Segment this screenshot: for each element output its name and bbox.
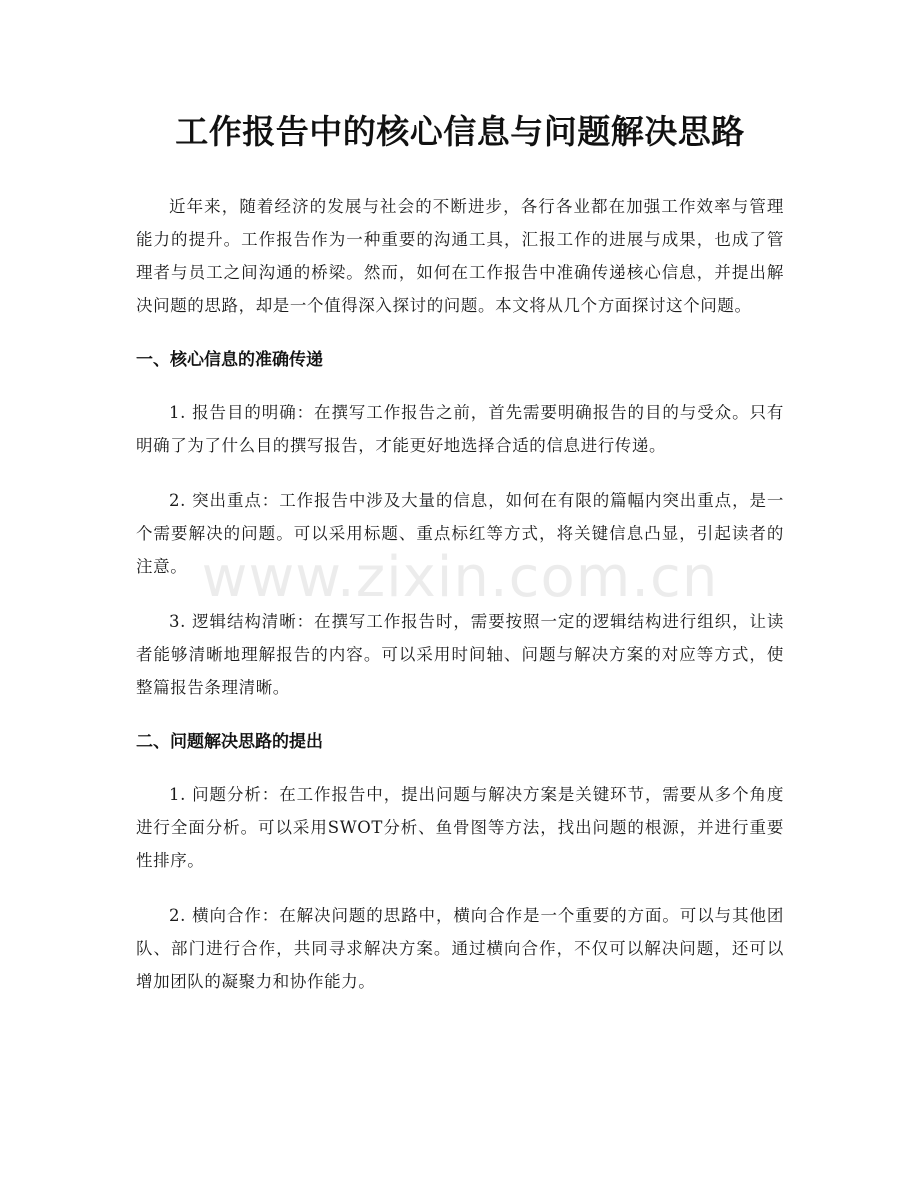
watermark-text: www.zixin.com.cn bbox=[201, 545, 719, 610]
section2-item-1: 1. 问题分析：在工作报告中，提出问题与解决方案是关键环节，需要从多个角度进行全面分析。可以采用SWOT分析、鱼骨图等方法，找出问题的根源，并进行重要性排序。 bbox=[136, 785, 784, 870]
section-heading-core-info: 一、核心信息的准确传递 bbox=[136, 350, 323, 370]
section1-item-3: 3. 逻辑结构清晰：在撰写工作报告时，需要按照一定的逻辑结构进行组织，让读者能够清晰地理解报告的内容。可以采用时间轴、问题与解决方案的对应等方式，使整篇报告条理清晰。 bbox=[136, 612, 784, 697]
section-heading-problem-solving: 二、问题解决思路的提出 bbox=[136, 732, 323, 752]
intro-paragraph: 近年来，随着经济的发展与社会的不断进步，各行各业都在加强工作效率与管理能力的提升。工作报告作为一种重要的沟通工具，汇报工作的进展与成果，也成了管理者与员工之间沟通的桥梁。然而，如何在工作报告中准确传递核心信息，并提出解决问题的思路，却是一个值得深入探讨的问题。本文将从几个方面探讨这个问题。 bbox=[136, 197, 784, 315]
section1-item-2: 2. 突出重点：工作报告中涉及大量的信息，如何在有限的篇幅内突出重点，是一个需要解决的问题。可以采用标题、重点标红等方式，将关键信息凸显，引起读者的注意。 bbox=[136, 491, 784, 576]
section1-item-1: 1. 报告目的明确：在撰写工作报告之前，首先需要明确报告的目的与受众。只有明确了为了什么目的撰写报告，才能更好地选择合适的信息进行传递。 bbox=[136, 403, 784, 455]
section2-item-2: 2. 横向合作：在解决问题的思路中，横向合作是一个重要的方面。可以与其他团队、部门进行合作，共同寻求解决方案。通过横向合作，不仅可以解决问题，还可以增加团队的凝聚力和协作能力。 bbox=[136, 906, 784, 991]
document-title: 工作报告中的核心信息与问题解决思路 bbox=[175, 112, 745, 151]
